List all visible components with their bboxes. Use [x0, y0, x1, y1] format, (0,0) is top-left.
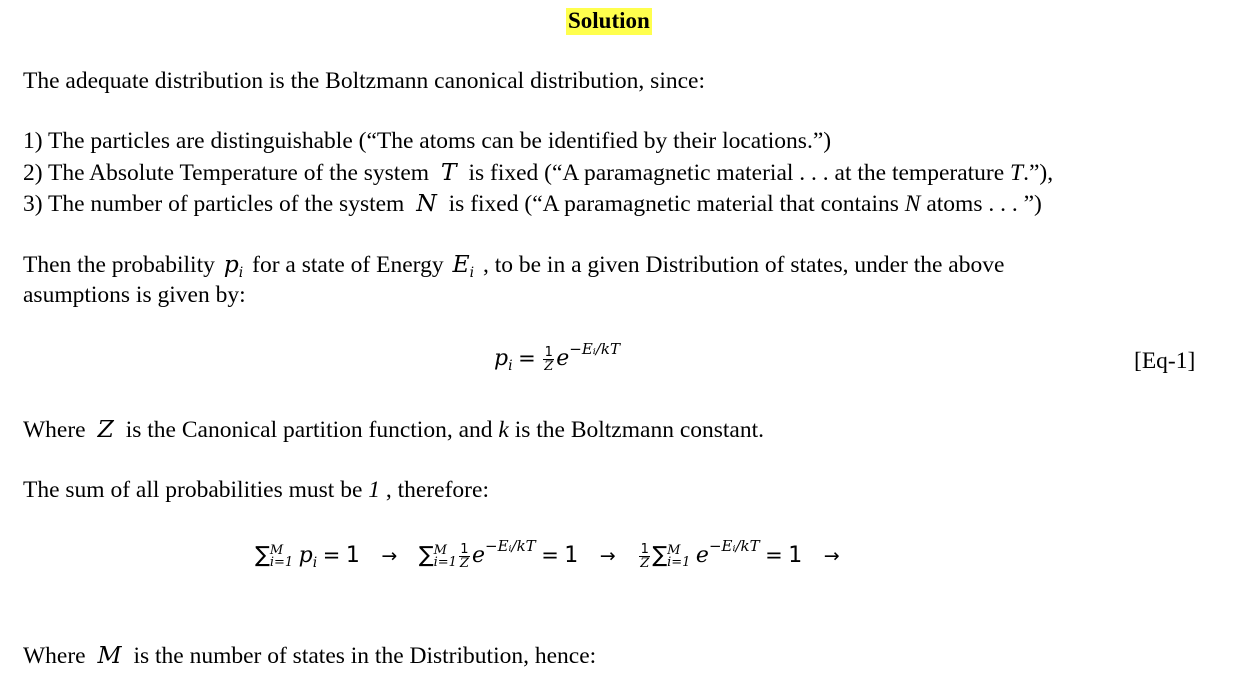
list-item-3-text-a: 3) The number of particles of the system: [23, 191, 411, 217]
var-N-quote: N: [904, 191, 921, 217]
list-item-2-text-b: is fixed (“A paramagnetic material . . . at the temperature: [462, 160, 1011, 186]
equation-2: [255, 537, 856, 571]
sum-symbol-1: ∑: [255, 543, 270, 568]
eq1-fraction: $\frac{1}{Z}$: [544, 344, 554, 375]
prob-text-a: Then the probability: [23, 252, 221, 278]
eq2-one-3: 1: [788, 543, 803, 568]
equation-1: [494, 340, 620, 374]
where-m-text: [23, 641, 597, 669]
where-z-a: Where: [23, 417, 92, 443]
eq2-one-2: 1: [564, 543, 579, 568]
list-item-3: [23, 189, 1042, 217]
eq1-p: $p_i$: [494, 346, 513, 374]
arrow-2: →: [599, 545, 616, 567]
eq1-exponent: −Eᵢ/kT: [569, 340, 620, 358]
eq2-one-1: 1: [345, 543, 360, 568]
var-N: N: [416, 189, 437, 217]
list-item-1: 1) The particles are distinguishable (“The atoms can be identified by their locations.”): [23, 128, 832, 154]
sum-text-b: , therefore:: [380, 477, 489, 503]
where-m-b: is the number of states in the Distribution, hence:: [127, 643, 597, 669]
list-item-3-text-b: is fixed (“A paramagnetic material that contains: [442, 191, 905, 217]
sum-limits-2: M i=1: [433, 542, 457, 570]
prob-text-c: , to be in a given Distribution of states, under the above: [477, 252, 1005, 278]
where-m-a: Where: [23, 643, 92, 669]
arrow-3: →: [823, 545, 840, 567]
equation-label: [Eq-1]: [1134, 348, 1196, 374]
eq2-equals-2: =: [541, 543, 559, 567]
list-item-3-text-c: atoms . . . ”): [920, 191, 1042, 217]
eq2-fraction-1: $\frac{1}{Z}$: [459, 541, 469, 572]
where-z-b: is the Canonical partition function, and: [119, 417, 499, 443]
arrow-1: →: [381, 545, 398, 567]
eq2-equals-3: =: [765, 543, 783, 567]
value-one: 1: [368, 477, 381, 503]
probability-text-line2: asumptions is given by:: [23, 282, 246, 308]
var-k: k: [498, 417, 509, 443]
sum-symbol-3: ∑: [652, 543, 668, 568]
eq2-equals-1: =: [322, 543, 341, 567]
sum-text: [23, 479, 489, 503]
sum-limits-1: M i=1: [269, 542, 294, 570]
sum-text-a: The sum of all probabilities must be: [23, 477, 369, 503]
var-M: M: [97, 641, 122, 669]
solution-title: Solution: [566, 8, 652, 35]
var-Z: Z: [97, 415, 114, 443]
list-item-2-text-a: 2) The Absolute Temperature of the system: [23, 160, 435, 186]
list-item-2-text-c: .”),: [1023, 160, 1054, 186]
eq2-exponent-1: −Eᵢ/kT: [485, 537, 536, 555]
eq2-p-i: $p_i$: [298, 543, 318, 571]
where-z-c: is the Boltzmann constant.: [508, 417, 765, 443]
sum-limits-3: M i=1: [667, 542, 691, 570]
eq2-exponent-2: −Eᵢ/kT: [708, 537, 760, 555]
prob-text-b: for a state of Energy: [246, 252, 450, 278]
where-z-text: [23, 415, 765, 443]
list-item-2: [23, 158, 1054, 186]
var-T: T: [440, 158, 457, 186]
var-E-i: $E_i$: [452, 250, 475, 281]
eq2-e-2: e: [695, 543, 709, 568]
eq2-e-1: e: [471, 543, 485, 568]
probability-text: [23, 250, 1005, 281]
eq1-equals: =: [518, 346, 536, 370]
var-p-i: $p_i$: [223, 250, 244, 281]
sum-symbol-2: ∑: [418, 543, 434, 568]
var-T-quote: T: [1010, 160, 1024, 186]
eq2-fraction-2: $\frac{1}{Z}$: [640, 541, 650, 572]
eq1-e: e: [556, 346, 570, 371]
intro-text: The adequate distribution is the Boltzmann canonical distribution, since:: [23, 68, 705, 94]
